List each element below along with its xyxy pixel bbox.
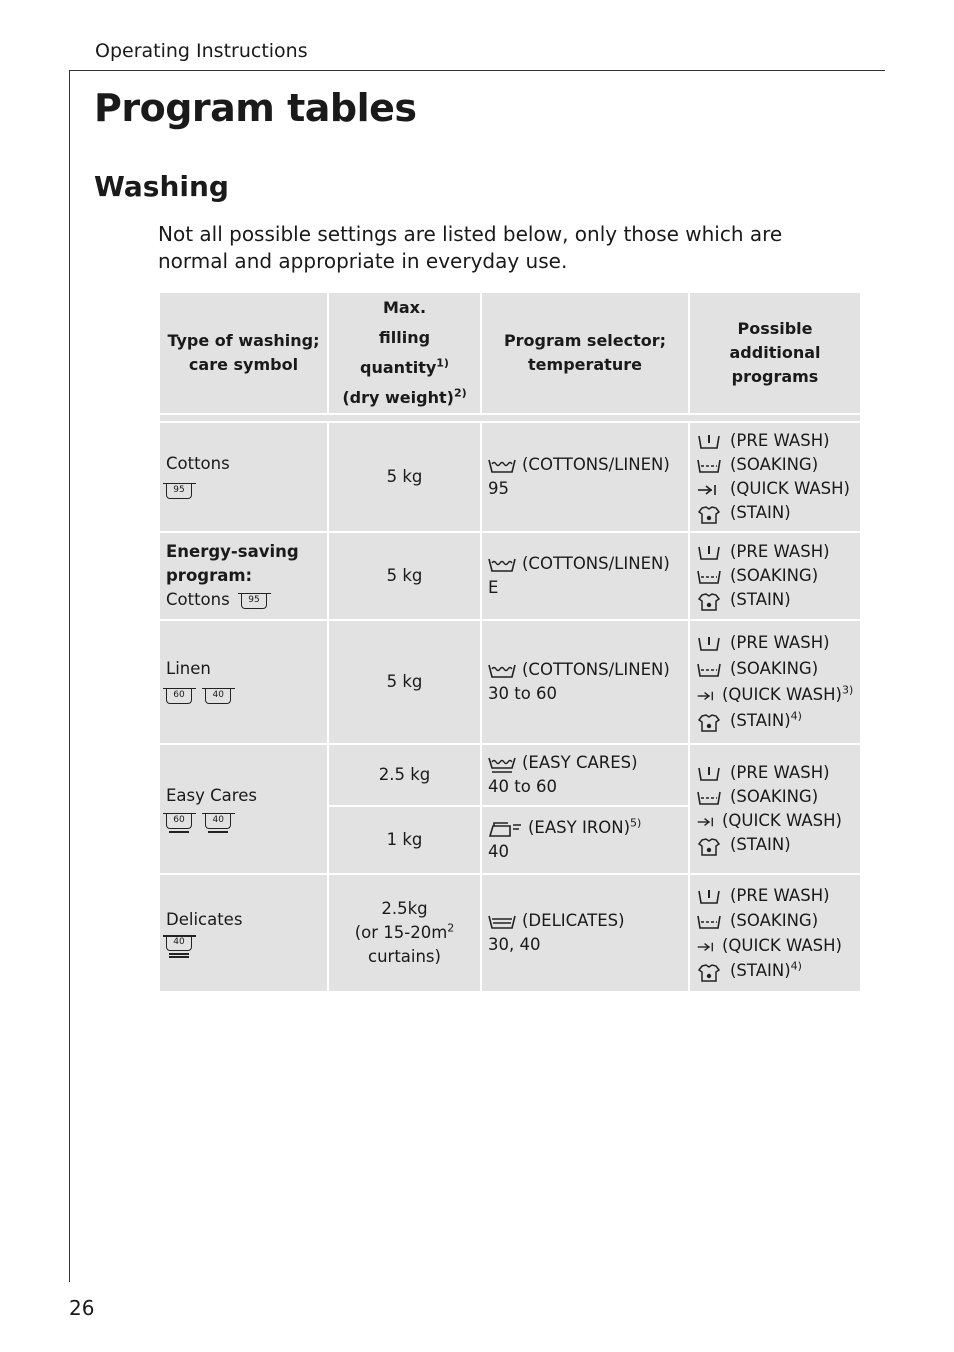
quick-wash-arrow-icon	[696, 814, 720, 830]
stain-shirt-icon	[696, 838, 724, 854]
cell-selector: (COTTONS/LINEN) 30 to 60	[481, 620, 689, 744]
cell-selector: (DELICATES) 30, 40	[481, 874, 689, 992]
soaking-tub-icon	[696, 458, 724, 474]
care-wash-60-icon: 60	[166, 688, 192, 704]
cell-quantity: 5 kg	[328, 532, 481, 620]
table-row	[159, 422, 861, 532]
cell-selector: (COTTONS/LINEN) E	[481, 532, 689, 620]
cell-additional: (PRE WASH) (SOAKING) (STAIN)	[689, 532, 861, 620]
page-number: 26	[69, 1296, 95, 1320]
cell-additional: (PRE WASH) (SOAKING) (QUICK WASH)$^{3)}$ (STAIN)$^{4)}$	[689, 620, 861, 744]
soaking-tub-icon	[696, 790, 724, 806]
table-header-row	[159, 292, 861, 414]
delicates-tub-icon	[488, 914, 516, 930]
table-row	[159, 620, 861, 744]
cell-quantity: 2.5kg (or $15-20m^2$ curtains)	[328, 874, 481, 992]
prewash-tub-icon	[696, 434, 724, 450]
care-wash-95-icon: 95	[241, 593, 267, 609]
table-row	[159, 532, 861, 620]
easy-iron-icon	[488, 821, 522, 837]
care-wash-60-easy-care-icon: 60	[166, 813, 192, 829]
stain-shirt-icon	[696, 506, 724, 522]
program-table	[158, 291, 862, 993]
soaking-tub-icon	[696, 914, 724, 930]
stain-shirt-icon	[696, 964, 724, 980]
cottons-wavy-tub-icon	[488, 663, 516, 679]
cell-type: Energy-saving program: Cottons 95	[159, 532, 328, 620]
cell-selector: (COTTONS/LINEN) 95	[481, 422, 689, 532]
care-wash-95-icon: 95	[166, 483, 192, 499]
header-max-filling: Max. filling quantity$^{1)}$ (dry weight)$^{2)}$	[328, 292, 481, 414]
quick-wash-arrow-icon	[696, 939, 720, 955]
soaking-tub-icon	[696, 662, 724, 678]
cell-additional: (PRE WASH) (SOAKING) (QUICK WASH) (STAIN)	[689, 744, 861, 874]
table-row	[159, 744, 861, 806]
cell-additional: (PRE WASH) (SOAKING) (QUICK WASH) (STAIN)	[689, 422, 861, 532]
cell-type: Easy Cares 60 40	[159, 744, 328, 874]
soaking-tub-icon	[696, 569, 724, 585]
header-type: Type of washing; care symbol	[159, 292, 328, 414]
stain-shirt-icon	[696, 714, 724, 730]
quick-wash-arrow-icon	[696, 482, 724, 498]
header-rule	[69, 70, 885, 71]
prewash-tub-icon	[696, 545, 724, 561]
cell-type: Cottons 95	[159, 422, 328, 532]
prewash-tub-icon	[696, 766, 724, 782]
table-row	[159, 874, 861, 992]
cell-selector: (EASY IRON)$^{5)}$ 40	[481, 806, 689, 874]
cell-quantity: 1 kg	[328, 806, 481, 874]
care-wash-40-icon: 40	[205, 688, 231, 704]
prewash-tub-icon	[696, 889, 724, 905]
page-title: Program tables	[94, 86, 417, 130]
care-wash-40-easy-care-icon: 40	[205, 813, 231, 829]
cell-type: Linen 60 40	[159, 620, 328, 744]
cell-quantity: 5 kg	[328, 620, 481, 744]
cottons-wavy-tub-icon	[488, 458, 516, 474]
cottons-wavy-tub-icon	[488, 557, 516, 573]
stain-shirt-icon	[696, 593, 724, 609]
cell-quantity: 5 kg	[328, 422, 481, 532]
intro-paragraph: Not all possible settings are listed below, only those which are normal and appropriate in everyday use.	[158, 222, 783, 273]
margin-rule	[69, 70, 70, 1282]
header-additional-programs: Possible additional programs	[689, 292, 861, 414]
cell-selector: (EASY CARES) 40 to 60	[481, 744, 689, 806]
prewash-tub-icon	[696, 636, 724, 652]
running-header: Operating Instructions	[95, 40, 308, 62]
care-wash-40-delicate-icon: 40	[166, 935, 192, 951]
header-program-selector: Program selector; temperature	[481, 292, 689, 414]
cell-type: Delicates 40	[159, 874, 328, 992]
easy-care-tub-icon	[488, 756, 516, 772]
quick-wash-arrow-icon	[696, 688, 720, 704]
cell-quantity: 2.5 kg	[328, 744, 481, 806]
section-title-washing: Washing	[94, 170, 229, 203]
cell-additional: (PRE WASH) (SOAKING) (QUICK WASH) (STAIN)$^{4)}$	[689, 874, 861, 992]
